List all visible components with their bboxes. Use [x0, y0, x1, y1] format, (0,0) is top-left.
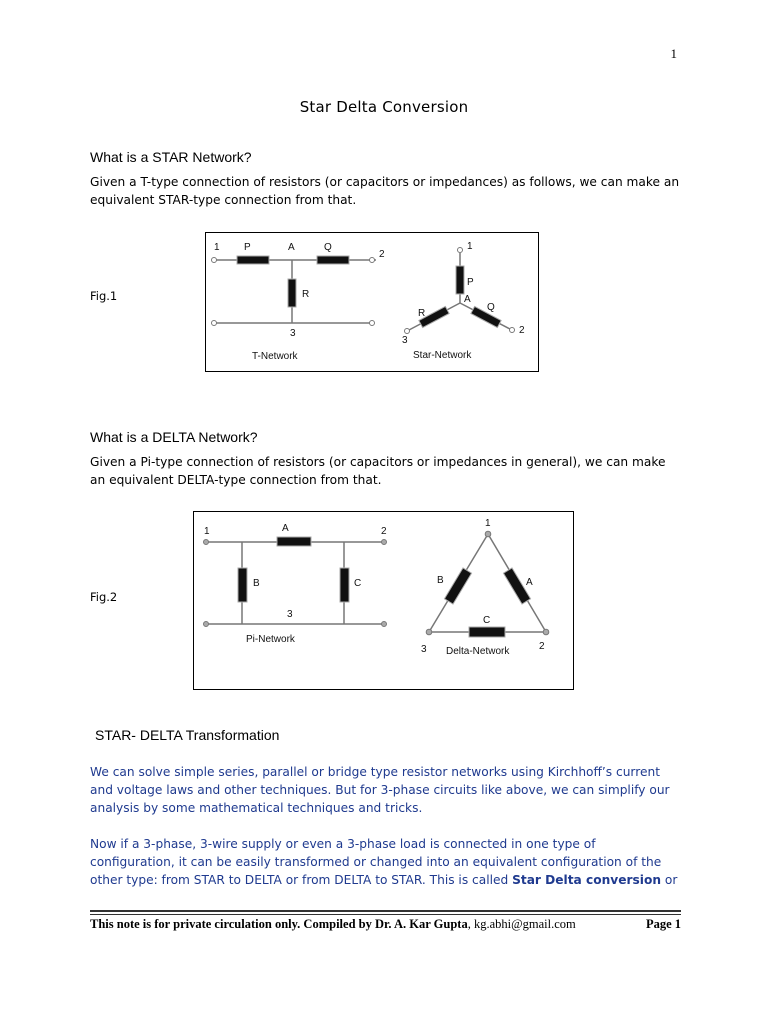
star-intro-line-2: equivalent STAR-type connection from that. [90, 193, 357, 207]
transformation-p2-line-1: Now if a 3-phase, 3-wire supply or even a 3-phase load is connected in one type of [90, 837, 596, 851]
footer-note [90, 917, 576, 932]
transformation-p1-line-2: and voltage laws and other techniques. But for 3-phase circuits like above, we can simplify our [90, 783, 670, 797]
footer-note-text: This note is for private circulation only. Compiled by [90, 917, 375, 931]
star-network-diagram [402, 241, 525, 361]
pi-node-3: 3 [287, 609, 293, 620]
pi-node-2: 2 [381, 526, 387, 537]
fig2-box [193, 511, 574, 690]
star-node-1: 1 [467, 241, 473, 252]
fig2-diagram [194, 512, 573, 689]
pi-network-diagram [204, 523, 388, 645]
t-label-p: P [244, 242, 251, 253]
page-title: Star Delta Conversion [299, 98, 469, 116]
delta-intro-line-1: Given a Pi-type connection of resistors (or capacitors or impedances in general), we can make [90, 455, 666, 469]
t-node-3: 3 [290, 328, 296, 339]
transformation-p2-line-2: configuration, it can be easily transformed or changed into an equivalent configuration of the [90, 855, 662, 869]
star-intro-paragraph [90, 173, 679, 209]
star-node-2: 2 [519, 325, 525, 336]
delta-node-1: 1 [485, 518, 491, 529]
footer-rule-thin [90, 914, 681, 915]
transformation-p1-line-1: We can solve simple series, parallel or bridge type resistor networks using Kirchhoff’s current [90, 765, 660, 779]
delta-intro-paragraph [90, 453, 665, 489]
t-label-a: A [288, 242, 295, 253]
page-number: 1 [670, 46, 677, 61]
page-footer [90, 917, 681, 932]
pi-label-b: B [253, 578, 260, 589]
star-delta-heading: STAR- DELTA Transformation [95, 727, 280, 743]
t-network-diagram [212, 242, 386, 362]
transformation-p1-line-3: analysis by some mathematical techniques and tricks. [90, 801, 423, 815]
t-node-2: 2 [379, 249, 385, 260]
star-label-q: Q [487, 302, 495, 313]
delta-label-a: A [526, 577, 533, 588]
pi-network-caption: Pi-Network [246, 634, 295, 645]
pi-label-c: C [354, 578, 362, 589]
fig1-label: Fig.1 [90, 289, 118, 303]
star-network-heading: What is a STAR Network? [90, 149, 252, 165]
t-label-r: R [302, 289, 310, 300]
t-node-1: 1 [214, 242, 220, 253]
transformation-p2-line-3 [90, 871, 677, 889]
p2-line-3-text: other type: from STAR to DELTA or from DELTA to STAR. This is called [90, 873, 513, 887]
fig2-label: Fig.2 [90, 590, 118, 604]
star-label-p: P [467, 277, 474, 288]
pi-node-1: 1 [204, 526, 210, 537]
delta-node-2: 2 [539, 641, 545, 652]
transformation-paragraph-1 [90, 763, 670, 817]
star-node-3: 3 [402, 335, 408, 346]
delta-network-heading: What is a DELTA Network? [90, 429, 258, 445]
fig1-box [205, 232, 539, 372]
t-label-q: Q [324, 242, 332, 253]
star-intro-line-1: Given a T-type connection of resistors (or capacitors or impedances) as follows, we can make an [90, 175, 680, 189]
footer-email: , kg.abhi@gmail.com [467, 917, 576, 931]
pi-label-a: A [282, 523, 289, 534]
t-network-caption: T-Network [252, 351, 298, 362]
delta-node-3: 3 [421, 644, 427, 655]
footer-author: Dr. A. Kar Gupta [374, 917, 468, 931]
star-network-caption: Star-Network [413, 350, 472, 361]
delta-label-c: C [483, 615, 491, 626]
footer-page-label: Page 1 [645, 917, 681, 931]
delta-network-caption: Delta-Network [446, 646, 510, 657]
delta-intro-line-2: an equivalent DELTA-type connection from that. [90, 473, 382, 487]
delta-network-diagram [421, 518, 549, 657]
star-label-r: R [418, 308, 426, 319]
footer-rule [90, 910, 681, 912]
star-label-a: A [464, 294, 471, 305]
p2-line-3-tail: or [661, 873, 678, 887]
transformation-paragraph-2 [90, 835, 677, 889]
delta-label-b: B [437, 575, 444, 586]
fig1-diagram [206, 233, 538, 371]
star-delta-conversion-term: Star Delta conversion [512, 873, 662, 887]
